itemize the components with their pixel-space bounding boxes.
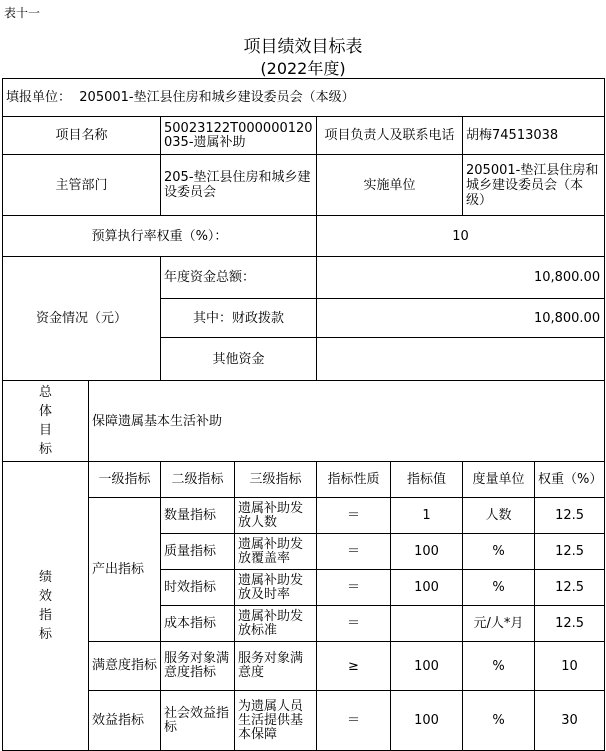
performance-table — [2, 78, 605, 751]
unit-value: 205001-垫江县住房和城乡建设委员会（本级） — [79, 90, 355, 105]
indicators-label: 绩效指标 — [3, 462, 89, 751]
contact-label: 项目负责人及联系电话 — [317, 117, 463, 155]
row-nature: ≥ — [317, 642, 391, 691]
dept-row — [3, 155, 605, 216]
header-nature: 指标性质 — [317, 462, 391, 498]
unit-cell — [3, 79, 605, 117]
row-weight: 12.5 — [535, 606, 605, 642]
row-nature: ＝ — [317, 691, 391, 751]
project-name-value: 50023122T000000120035-遗属补助 — [161, 117, 317, 155]
row-l2: 质量指标 — [161, 534, 235, 570]
row-l3: 遗属补助发放标准 — [235, 606, 317, 642]
project-name-row — [3, 117, 605, 155]
funds-fiscal-value: 10,800.00 — [317, 299, 605, 338]
row-l2: 社会效益指标 — [161, 691, 235, 751]
goal-row — [3, 381, 605, 462]
row-l1: 满意度指标 — [89, 642, 161, 691]
row-unit: % — [463, 691, 535, 751]
budget-label: 预算执行率权重（%）： — [3, 216, 317, 257]
row-weight: 30 — [535, 691, 605, 751]
funds-other-label: 其他资金 — [161, 338, 317, 381]
budget-value: 10 — [317, 216, 605, 257]
row-l2: 成本指标 — [161, 606, 235, 642]
row-value: 100 — [391, 570, 463, 606]
funds-total-row — [3, 257, 605, 299]
unit-row — [3, 79, 605, 117]
row-value: 100 — [391, 691, 463, 751]
row-l1: 产出指标 — [89, 498, 161, 642]
funds-label: 资金情况（元） — [3, 257, 161, 381]
funds-total-value: 10,800.00 — [317, 257, 605, 299]
row-l3: 遗属补助发放及时率 — [235, 570, 317, 606]
row-unit: 人数 — [463, 498, 535, 534]
header-weight: 权重（%） — [535, 462, 605, 498]
impl-label: 实施单位 — [317, 155, 463, 216]
page-title: 项目绩效目标表 — [243, 37, 363, 57]
header-unit: 度量单位 — [463, 462, 535, 498]
row-unit: 元/人*月 — [463, 606, 535, 642]
row-l2: 服务对象满意度指标 — [161, 642, 235, 691]
contact-value: 胡梅74513038 — [463, 117, 605, 155]
funds-other-value — [317, 338, 605, 381]
row-unit: % — [463, 642, 535, 691]
header-l3: 三级指标 — [235, 462, 317, 498]
row-l2: 数量指标 — [161, 498, 235, 534]
row-value: 1 — [391, 498, 463, 534]
row-weight: 10 — [535, 642, 605, 691]
table-row — [3, 691, 605, 751]
funds-fiscal-label: 其中：财政拨款 — [161, 299, 317, 338]
impl-value: 205001-垫江县住房和城乡建设委员会（本级） — [463, 155, 605, 216]
table-row — [3, 498, 605, 534]
goal-label: 总体目标 — [3, 381, 89, 462]
row-value: 100 — [391, 534, 463, 570]
header-l1: 一级指标 — [89, 462, 161, 498]
row-weight: 12.5 — [535, 570, 605, 606]
dept-label: 主管部门 — [3, 155, 161, 216]
row-l3: 为遗属人员生活提供基本保障 — [235, 691, 317, 751]
row-nature: ＝ — [317, 570, 391, 606]
row-nature: ＝ — [317, 606, 391, 642]
budget-row — [3, 216, 605, 257]
header-value: 指标值 — [391, 462, 463, 498]
row-l1: 效益指标 — [89, 691, 161, 751]
row-weight: 12.5 — [535, 534, 605, 570]
dept-value: 205-垫江县住房和城乡建设委员会 — [161, 155, 317, 216]
unit-label: 填报单位： — [6, 90, 72, 105]
table-number: 表十一 — [4, 6, 41, 20]
row-l3: 遗属补助发放人数 — [235, 498, 317, 534]
row-weight: 12.5 — [535, 498, 605, 534]
row-value — [391, 606, 463, 642]
row-unit: % — [463, 534, 535, 570]
goal-value: 保障遗属基本生活补助 — [89, 381, 605, 462]
row-nature: ＝ — [317, 498, 391, 534]
row-l3: 服务对象满意度 — [235, 642, 317, 691]
row-l3: 遗属补助发放覆盖率 — [235, 534, 317, 570]
row-unit: % — [463, 570, 535, 606]
table-row — [3, 642, 605, 691]
funds-total-label: 年度资金总额： — [161, 257, 317, 299]
row-value: 100 — [391, 642, 463, 691]
project-name-label: 项目名称 — [3, 117, 161, 155]
row-nature: ＝ — [317, 534, 391, 570]
page-subtitle-year: (2022年度) — [260, 59, 346, 78]
row-l2: 时效指标 — [161, 570, 235, 606]
header-l2: 二级指标 — [161, 462, 235, 498]
indicator-header-row — [3, 462, 605, 498]
